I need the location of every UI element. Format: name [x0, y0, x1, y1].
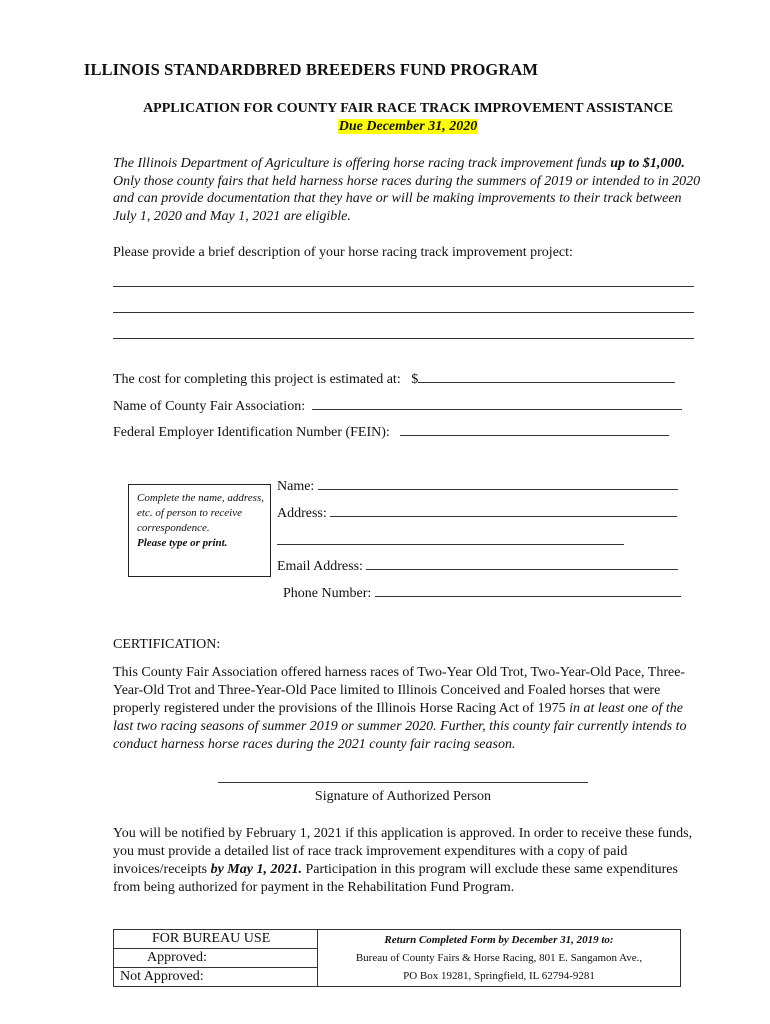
name-row	[277, 477, 678, 495]
certification-paragraph: This County Fair Association offered harness races of Two-Year Old Trot, Two-Year-Old Pace, Three-Year-Old Trot and Three-Year-Old Pace limited to Illinois Conceived and Foaled horses that were properly registered under the provisions of the Illinois Horse Racing Act of 1975 in at least one of the last two racing seasons of summer 2019 or summer 2020. Further, this county fair currently intends to conduct harness horse races during the 2021 county fair racing season.	[113, 665, 687, 752]
phone-label: Phone Number:	[283, 586, 372, 601]
fein-row	[113, 423, 669, 441]
address-row	[277, 504, 677, 522]
description-line-1[interactable]	[113, 286, 694, 287]
fein-label: Federal Employer Identification Number (FEIN):	[113, 425, 390, 440]
association-label: Name of County Fair Association:	[113, 399, 306, 414]
email-field[interactable]	[366, 557, 678, 570]
intro-paragraph: The Illinois Department of Agriculture is offering horse racing track improvement funds up to $1,000. Only those county fairs that held harness horse races during the summers of 2019 or intended to in 2020 and can provide documentation that they have or will be making improvements to their track between July 1, 2020 and May 1, 2021 are eligible.	[113, 156, 701, 224]
cost-row	[113, 370, 675, 388]
cost-symbol: $	[411, 372, 419, 387]
address-field[interactable]	[330, 504, 677, 517]
cost-label: The cost for completing this project is estimated at:	[113, 372, 401, 387]
address-label: Address:	[277, 506, 327, 521]
bureau-use-table	[113, 929, 681, 987]
description-line-2[interactable]	[113, 312, 694, 313]
phone-field[interactable]	[375, 584, 681, 597]
return-line-1: Bureau of County Fairs & Horse Racing, 801 E. Sangamon Ave.,	[355, 952, 643, 964]
signature-field[interactable]	[218, 782, 588, 783]
bureau-use-heading: FOR BUREAU USE	[114, 930, 317, 949]
cost-field[interactable]	[418, 370, 675, 383]
address-field-line-2[interactable]	[277, 544, 624, 545]
not-approved-label: Not Approved:	[120, 969, 204, 984]
approved-label: Approved:	[114, 949, 317, 968]
document-title: ILLINOIS STANDARDBRED BREEDERS FUND PROGRAM	[83, 60, 539, 79]
name-field[interactable]	[318, 477, 678, 490]
return-address-cell	[318, 930, 681, 987]
description-prompt: Please provide a brief description of your horse racing track improvement project:	[113, 245, 573, 260]
instruction-text: Complete the name, address, etc. of person to receive correspondence. Please type or print.	[137, 492, 264, 549]
name-label: Name:	[277, 479, 315, 494]
association-field[interactable]	[312, 397, 682, 410]
document-subtitle: APPLICATION FOR COUNTY FAIR RACE TRACK IMPROVEMENT ASSISTANCE	[143, 101, 673, 116]
phone-row	[283, 584, 681, 602]
fein-field[interactable]	[400, 423, 669, 436]
due-date: Due December 31, 2020	[338, 119, 478, 134]
signature-label: Signature of Authorized Person	[314, 789, 492, 804]
email-label: Email Address:	[277, 559, 363, 574]
notice-paragraph: You will be notified by February 1, 2021 if this application is approved. In order to receive these funds, you must provide a detailed list of race track improvement expenditures with a copy of paid invoices/receipts by May 1, 2021. Participation in this program will exclude these same expenditures from being authorized for payment in the Rehabilitation Fund Program.	[113, 826, 693, 895]
email-row	[277, 557, 678, 575]
return-line-2: PO Box 19281, Springfield, IL 62794-9281	[403, 970, 595, 982]
description-line-3[interactable]	[113, 338, 694, 339]
bureau-use-cell	[114, 930, 318, 987]
certification-heading: CERTIFICATION:	[113, 637, 221, 652]
return-heading: Return Completed Form by December 31, 2019 to:	[384, 934, 614, 946]
association-row	[113, 397, 682, 415]
